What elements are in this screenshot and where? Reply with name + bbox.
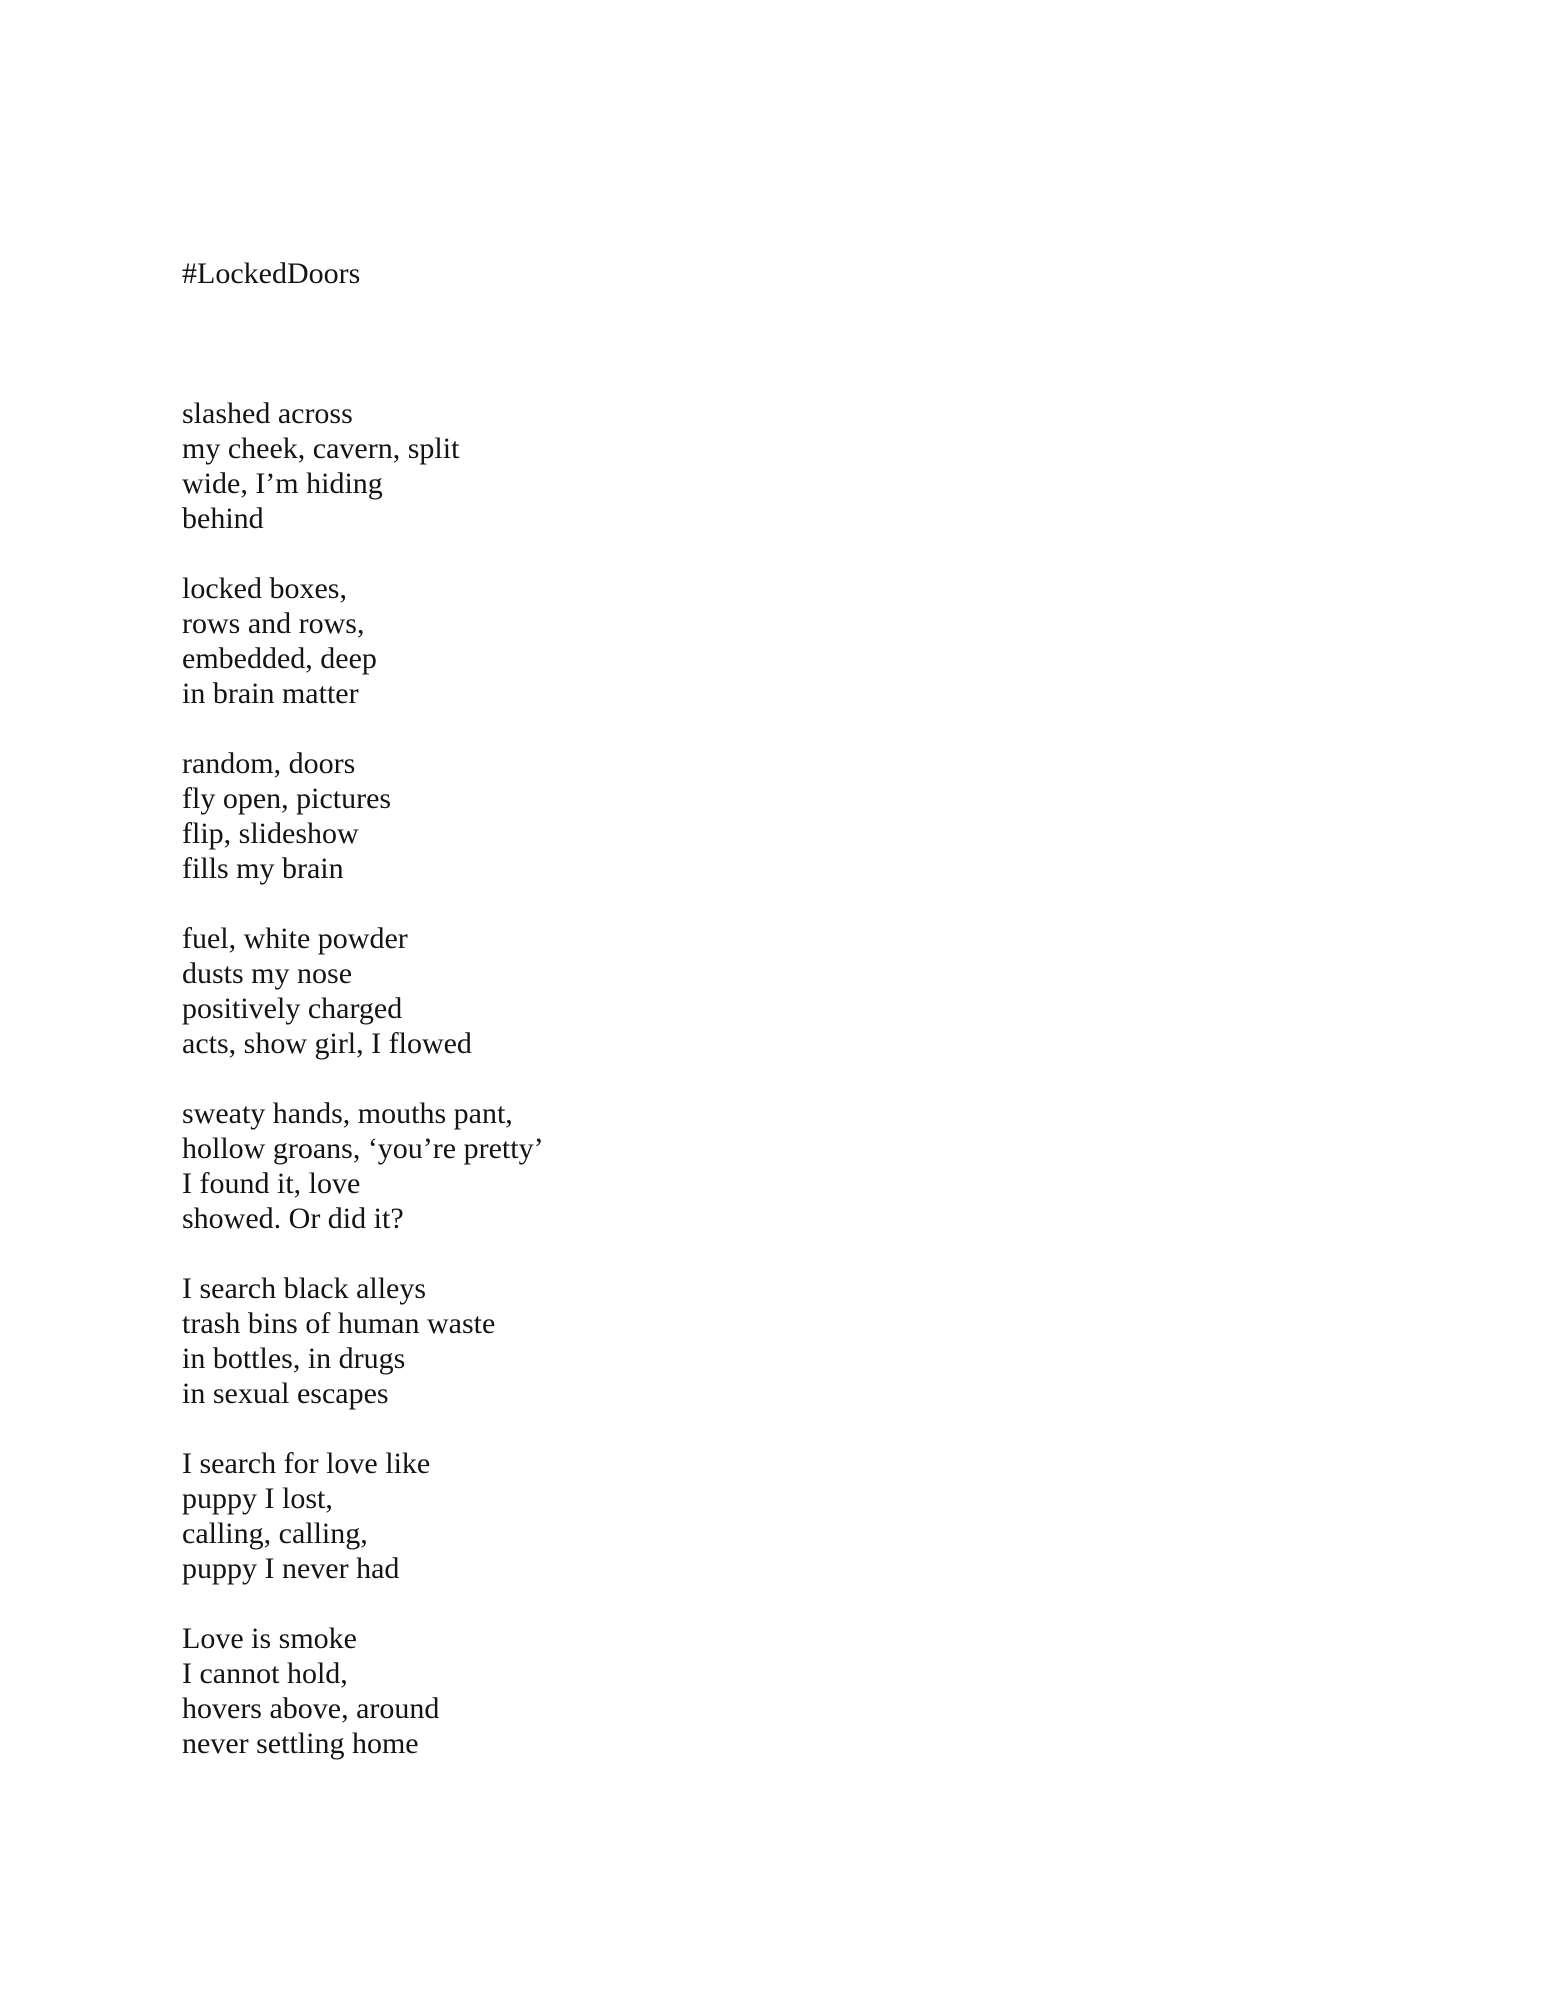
poem-line: embedded, deep [182,642,377,675]
poem-line: hollow groans, ‘you’re pretty’ [182,1132,544,1165]
poem-line: sweaty hands, mouths pant, [182,1097,513,1130]
poem-line: fuel, white powder [182,922,408,955]
poem-line: hovers above, around [182,1692,440,1725]
stanza [182,921,544,1061]
stanza [182,1271,544,1411]
poem-line: locked boxes, [182,572,347,605]
poem [182,186,544,1831]
poem-line: acts, show girl, I flowed [182,1027,472,1060]
poem-line: my cheek, cavern, split [182,432,460,465]
poem-line: calling, calling, [182,1517,368,1550]
poem-line: behind [182,502,264,535]
poem-title: #LockedDoors [182,257,361,290]
poem-line: puppy I never had [182,1552,400,1585]
poem-line: fly open, pictures [182,782,392,815]
poem-line: slashed across [182,397,353,430]
poem-line: in sexual escapes [182,1377,389,1410]
poem-line: dusts my nose [182,957,353,990]
poem-line: trash bins of human waste [182,1307,496,1340]
stanza [182,396,544,536]
poem-line: rows and rows, [182,607,365,640]
stanza [182,1096,544,1236]
poem-line: I search for love like [182,1447,431,1480]
poem-line: in brain matter [182,677,359,710]
stanza [182,571,544,711]
poem-line: showed. Or did it? [182,1202,404,1235]
poem-line: random, doors [182,747,356,780]
stanza [182,746,544,886]
poem-stanzas [182,396,544,1761]
poem-line: flip, slideshow [182,817,359,850]
poem-line: puppy I lost, [182,1482,333,1515]
stanza [182,1446,544,1586]
poem-line: fills my brain [182,852,344,885]
poem-line: I cannot hold, [182,1657,348,1690]
poem-line: positively charged [182,992,403,1025]
poem-line: Love is smoke [182,1622,357,1655]
poem-line: I found it, love [182,1167,361,1200]
poem-line: wide, I’m hiding [182,467,383,500]
poem-line: never settling home [182,1727,419,1760]
poem-line: I search black alleys [182,1272,427,1305]
stanza [182,1621,544,1761]
poem-line: in bottles, in drugs [182,1342,406,1375]
